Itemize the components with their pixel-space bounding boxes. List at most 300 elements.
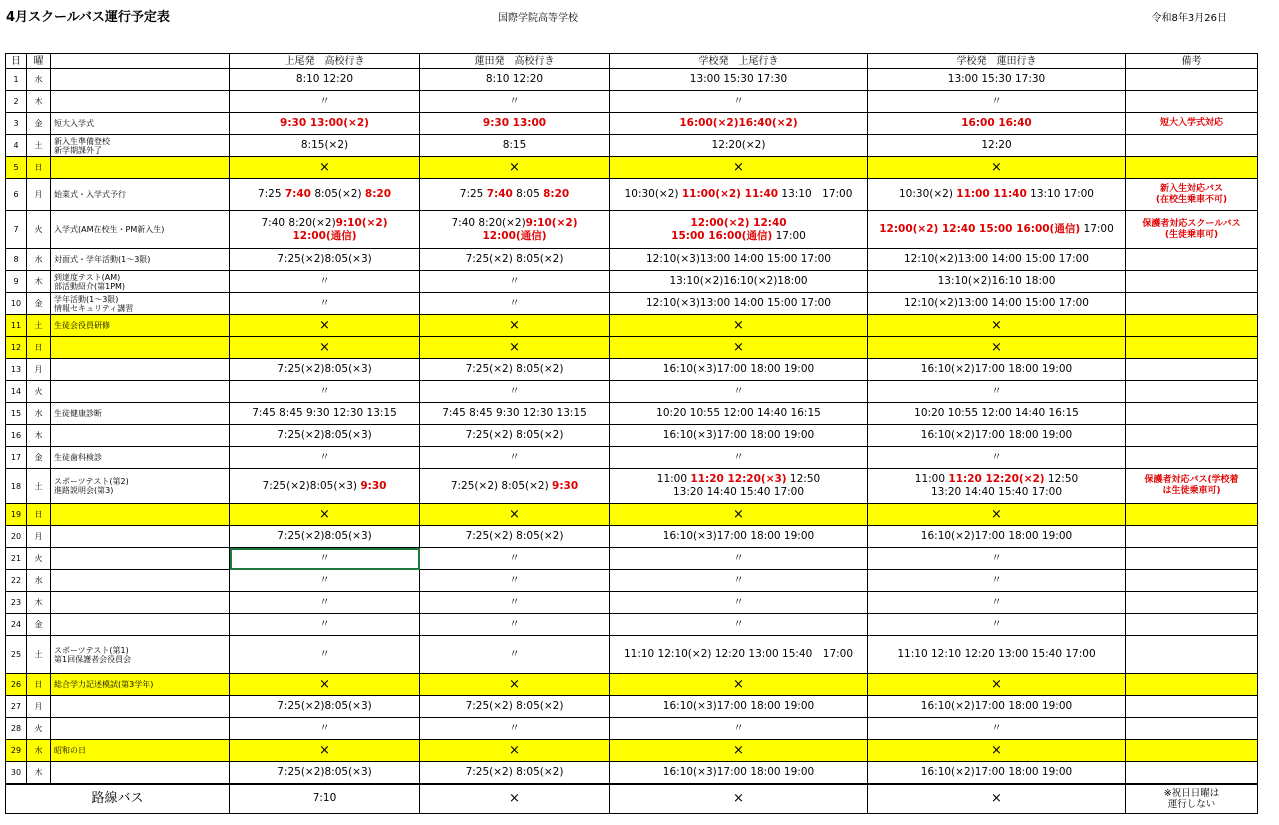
remarks-cell[interactable] xyxy=(1126,425,1258,447)
time-cell-school-to-hasuda[interactable] xyxy=(868,570,1126,592)
time-cell-ageo-to-school[interactable] xyxy=(230,425,420,447)
weekday-cell[interactable]: 木 xyxy=(27,91,51,113)
time-text: 〃 xyxy=(991,451,1002,463)
day-cell[interactable]: 17 xyxy=(6,447,27,469)
remarks-cell[interactable] xyxy=(1126,570,1258,592)
time-cell-ageo-to-school[interactable] xyxy=(230,504,420,526)
time-cell-hasuda-to-school[interactable] xyxy=(420,381,610,403)
time-text: 〃 xyxy=(733,722,744,734)
remark-line: (在校生乗車不可) xyxy=(1155,194,1228,205)
remarks-cell[interactable] xyxy=(1126,403,1258,425)
day-cell[interactable]: 24 xyxy=(6,614,27,636)
weekday-cell[interactable]: 日 xyxy=(27,157,51,179)
col-header-ageo-to-school[interactable]: 上尾発 高校行き xyxy=(230,54,420,69)
time-cell-school-to-hasuda[interactable] xyxy=(868,614,1126,636)
time-cell-ageo-to-school[interactable] xyxy=(230,381,420,403)
time-cell-school-to-hasuda[interactable] xyxy=(868,592,1126,614)
event-cell[interactable] xyxy=(51,526,230,548)
weekday-cell[interactable]: 金 xyxy=(27,614,51,636)
day-cell[interactable]: 11 xyxy=(6,315,27,337)
day-cell[interactable]: 2 xyxy=(6,91,27,113)
day-cell[interactable]: 7 xyxy=(6,211,27,249)
event-cell[interactable] xyxy=(51,636,230,674)
time-cell-school-to-hasuda[interactable] xyxy=(868,762,1126,784)
day-cell[interactable]: 9 xyxy=(6,271,27,293)
time-cell-school-to-ageo[interactable] xyxy=(610,113,868,135)
day-cell[interactable]: 27 xyxy=(6,696,27,718)
time-text: 9:30 13:00(×2) xyxy=(280,117,369,129)
time-cell-school-to-hasuda[interactable] xyxy=(868,636,1126,674)
event-cell[interactable] xyxy=(51,614,230,636)
time-cell-ageo-to-school[interactable] xyxy=(230,636,420,674)
time-text: 〃 xyxy=(319,552,330,564)
day-cell[interactable]: 28 xyxy=(6,718,27,740)
time-cell-hasuda-to-school[interactable] xyxy=(420,113,610,135)
remarks-cell[interactable] xyxy=(1126,91,1258,113)
remarks-cell[interactable] xyxy=(1126,69,1258,91)
event-cell[interactable] xyxy=(51,548,230,570)
bus-schedule-table xyxy=(5,53,1258,814)
time-cell-hasuda-to-school[interactable] xyxy=(420,179,610,211)
time-cell-ageo-to-school[interactable] xyxy=(230,249,420,271)
time-cell-school-to-ageo[interactable] xyxy=(610,157,868,179)
day-cell[interactable]: 15 xyxy=(6,403,27,425)
time-cell-school-to-ageo[interactable] xyxy=(610,469,868,504)
time-cell-hasuda-to-school[interactable] xyxy=(420,696,610,718)
time-cell-hasuda-to-school[interactable] xyxy=(420,504,610,526)
remarks-cell[interactable] xyxy=(1126,359,1258,381)
time-text: 〃 xyxy=(319,385,330,397)
time-cell-school-to-hasuda[interactable] xyxy=(868,157,1126,179)
time-cell-hasuda-to-school[interactable] xyxy=(420,157,610,179)
time-text: 8:10 12:20 xyxy=(295,73,354,85)
time-cell-school-to-ageo[interactable] xyxy=(610,69,868,91)
no-service-mark: × xyxy=(991,506,1002,522)
time-cell-school-to-ageo[interactable] xyxy=(610,614,868,636)
weekday-cell[interactable]: 火 xyxy=(27,381,51,403)
time-text: 〃 xyxy=(509,574,520,586)
table-row xyxy=(6,548,1258,570)
event-cell[interactable] xyxy=(51,740,230,762)
time-cell-ageo-to-school[interactable] xyxy=(230,315,420,337)
weekday-cell[interactable]: 日 xyxy=(27,674,51,696)
time-cell-school-to-hasuda[interactable] xyxy=(868,249,1126,271)
time-cell-school-to-ageo[interactable] xyxy=(610,381,868,403)
time-cell-hasuda-to-school[interactable] xyxy=(420,674,610,696)
time-cell-hasuda-to-school[interactable] xyxy=(420,447,610,469)
day-cell[interactable]: 19 xyxy=(6,504,27,526)
time-text: 7:25(×2) 8:05(×2) xyxy=(465,530,564,542)
time-cell-hasuda-to-school[interactable] xyxy=(420,359,610,381)
day-cell[interactable]: 22 xyxy=(6,570,27,592)
time-cell-ageo-to-school[interactable] xyxy=(230,548,420,570)
day-cell[interactable]: 4 xyxy=(6,135,27,157)
event-cell[interactable] xyxy=(51,381,230,403)
time-cell-school-to-hasuda[interactable] xyxy=(868,425,1126,447)
remarks-cell[interactable] xyxy=(1126,315,1258,337)
weekday-cell[interactable]: 木 xyxy=(27,592,51,614)
event-cell[interactable] xyxy=(51,718,230,740)
remarks-cell[interactable] xyxy=(1126,381,1258,403)
day-cell[interactable]: 8 xyxy=(6,249,27,271)
col-header-remarks[interactable]: 備考 xyxy=(1126,54,1258,69)
time-cell-school-to-ageo[interactable] xyxy=(610,636,868,674)
time-cell-school-to-hasuda[interactable] xyxy=(868,135,1126,157)
route-bus-school-hasuda[interactable]: × xyxy=(868,784,1126,814)
time-cell-school-to-ageo[interactable] xyxy=(610,504,868,526)
day-cell[interactable]: 23 xyxy=(6,592,27,614)
time-text: 16:10(×2)17:00 18:00 19:00 xyxy=(920,700,1073,712)
time-cell-school-to-hasuda[interactable] xyxy=(868,447,1126,469)
time-cell-ageo-to-school[interactable] xyxy=(230,614,420,636)
remarks-cell[interactable] xyxy=(1126,504,1258,526)
weekday-cell[interactable]: 木 xyxy=(27,271,51,293)
day-cell[interactable]: 5 xyxy=(6,157,27,179)
time-cell-ageo-to-school[interactable] xyxy=(230,91,420,113)
remarks-cell[interactable] xyxy=(1126,636,1258,674)
route-bus-school-ageo[interactable]: × xyxy=(610,784,868,814)
event-cell[interactable] xyxy=(51,447,230,469)
time-cell-school-to-hasuda[interactable] xyxy=(868,381,1126,403)
event-cell[interactable] xyxy=(51,504,230,526)
time-cell-hasuda-to-school[interactable] xyxy=(420,570,610,592)
weekday-cell[interactable]: 日 xyxy=(27,504,51,526)
time-text: 16:10(×3)17:00 18:00 19:00 xyxy=(662,429,815,441)
event-cell[interactable] xyxy=(51,425,230,447)
time-cell-school-to-hasuda[interactable] xyxy=(868,113,1126,135)
table-row xyxy=(6,359,1258,381)
time-cell-hasuda-to-school[interactable] xyxy=(420,548,610,570)
remarks-cell[interactable] xyxy=(1126,718,1258,740)
remark-line: 新入生対応バス xyxy=(1159,183,1223,194)
event-cell[interactable] xyxy=(51,69,230,91)
day-cell[interactable]: 29 xyxy=(6,740,27,762)
time-cell-hasuda-to-school[interactable] xyxy=(420,614,610,636)
remarks-cell[interactable] xyxy=(1126,135,1258,157)
time-cell-hasuda-to-school[interactable] xyxy=(420,425,610,447)
time-cell-ageo-to-school[interactable] xyxy=(230,293,420,315)
time-cell-school-to-hasuda[interactable] xyxy=(868,696,1126,718)
remarks-cell[interactable] xyxy=(1126,271,1258,293)
time-text: 〃 xyxy=(991,618,1002,630)
event-cell[interactable] xyxy=(51,113,230,135)
time-cell-school-to-ageo[interactable] xyxy=(610,762,868,784)
weekday-cell[interactable]: 木 xyxy=(27,762,51,784)
time-cell-school-to-hasuda[interactable] xyxy=(868,359,1126,381)
time-text: 〃 xyxy=(319,618,330,630)
time-cell-ageo-to-school[interactable] xyxy=(230,447,420,469)
time-cell-school-to-hasuda[interactable] xyxy=(868,91,1126,113)
event-cell[interactable] xyxy=(51,762,230,784)
col-header-school-to-hasuda[interactable]: 学校発 蓮田行き xyxy=(868,54,1126,69)
no-service-mark: × xyxy=(509,339,520,355)
weekday-cell[interactable]: 月 xyxy=(27,179,51,211)
remarks-cell[interactable] xyxy=(1126,249,1258,271)
no-service-mark: × xyxy=(509,159,520,175)
event-cell[interactable] xyxy=(51,337,230,359)
table-row xyxy=(6,447,1258,469)
weekday-cell[interactable]: 月 xyxy=(27,359,51,381)
time-cell-school-to-ageo[interactable] xyxy=(610,592,868,614)
weekday-cell[interactable]: 土 xyxy=(27,469,51,504)
remarks-cell[interactable] xyxy=(1126,740,1258,762)
event-cell[interactable] xyxy=(51,359,230,381)
issue-date: 令和8年3月26日 xyxy=(1151,13,1227,24)
event-cell[interactable] xyxy=(51,293,230,315)
day-cell[interactable]: 30 xyxy=(6,762,27,784)
weekday-cell[interactable]: 木 xyxy=(27,425,51,447)
time-cell-hasuda-to-school[interactable] xyxy=(420,91,610,113)
remarks-cell[interactable] xyxy=(1126,548,1258,570)
event-cell[interactable] xyxy=(51,469,230,504)
time-cell-school-to-hasuda[interactable] xyxy=(868,504,1126,526)
time-text: 7:25(×2)8:05(×3) xyxy=(277,363,372,375)
time-cell-hasuda-to-school[interactable] xyxy=(420,211,610,249)
time-cell-school-to-hasuda[interactable] xyxy=(868,69,1126,91)
event-cell[interactable] xyxy=(51,157,230,179)
time-cell-school-to-ageo[interactable] xyxy=(610,403,868,425)
time-cell-ageo-to-school[interactable] xyxy=(230,526,420,548)
time-cell-school-to-ageo[interactable] xyxy=(610,425,868,447)
weekday-cell[interactable]: 日 xyxy=(27,337,51,359)
route-bus-hasuda[interactable]: × xyxy=(420,784,610,814)
remarks-cell[interactable] xyxy=(1126,762,1258,784)
weekday-cell[interactable]: 土 xyxy=(27,135,51,157)
time-cell-ageo-to-school[interactable] xyxy=(230,359,420,381)
remarks-cell[interactable] xyxy=(1126,696,1258,718)
event-cell[interactable] xyxy=(51,91,230,113)
time-cell-ageo-to-school[interactable] xyxy=(230,113,420,135)
time-cell-school-to-ageo[interactable] xyxy=(610,570,868,592)
event-cell[interactable] xyxy=(51,674,230,696)
day-cell[interactable]: 16 xyxy=(6,425,27,447)
weekday-cell[interactable]: 月 xyxy=(27,526,51,548)
time-cell-hasuda-to-school[interactable] xyxy=(420,718,610,740)
time-cell-school-to-ageo[interactable] xyxy=(610,91,868,113)
event-cell[interactable] xyxy=(51,696,230,718)
remarks-cell[interactable] xyxy=(1126,293,1258,315)
time-text: 〃 xyxy=(991,596,1002,608)
time-cell-hasuda-to-school[interactable] xyxy=(420,69,610,91)
remark-line: は生徒乗車可) xyxy=(1162,486,1221,496)
time-cell-hasuda-to-school[interactable] xyxy=(420,592,610,614)
time-cell-ageo-to-school[interactable] xyxy=(230,179,420,211)
event-cell[interactable] xyxy=(51,271,230,293)
remarks-cell[interactable] xyxy=(1126,614,1258,636)
day-cell[interactable]: 18 xyxy=(6,469,27,504)
time-cell-hasuda-to-school[interactable] xyxy=(420,403,610,425)
time-cell-hasuda-to-school[interactable] xyxy=(420,135,610,157)
time-text: 11:00 xyxy=(656,473,691,485)
weekday-cell[interactable]: 金 xyxy=(27,113,51,135)
weekday-cell[interactable]: 水 xyxy=(27,740,51,762)
col-header-school-to-ageo[interactable]: 学校発 上尾行き xyxy=(610,54,868,69)
time-text: 7:25(×2) 8:05(×2) xyxy=(465,363,564,375)
table-row xyxy=(6,762,1258,784)
time-cell-school-to-ageo[interactable] xyxy=(610,293,868,315)
no-service-mark: × xyxy=(991,159,1002,175)
route-bus-ageo[interactable]: 7:10 xyxy=(230,784,420,814)
time-text: 7:25(×2) 8:05(×2) xyxy=(450,479,553,492)
remarks-cell[interactable] xyxy=(1126,526,1258,548)
weekday-cell[interactable]: 金 xyxy=(27,293,51,315)
time-cell-ageo-to-school[interactable] xyxy=(230,592,420,614)
day-cell[interactable]: 12 xyxy=(6,337,27,359)
remarks-cell[interactable] xyxy=(1126,113,1258,135)
remarks-cell[interactable] xyxy=(1126,447,1258,469)
time-cell-school-to-hasuda[interactable] xyxy=(868,179,1126,211)
weekday-cell[interactable]: 金 xyxy=(27,447,51,469)
day-cell[interactable]: 20 xyxy=(6,526,27,548)
time-cell-school-to-hasuda[interactable] xyxy=(868,469,1126,504)
time-cell-hasuda-to-school[interactable] xyxy=(420,271,610,293)
time-cell-school-to-hasuda[interactable] xyxy=(868,271,1126,293)
time-cell-school-to-ageo[interactable] xyxy=(610,211,868,249)
time-cell-school-to-hasuda[interactable] xyxy=(868,674,1126,696)
time-cell-ageo-to-school[interactable] xyxy=(230,469,420,504)
weekday-cell[interactable]: 水 xyxy=(27,403,51,425)
time-cell-ageo-to-school[interactable] xyxy=(230,337,420,359)
weekday-cell[interactable]: 土 xyxy=(27,636,51,674)
time-cell-ageo-to-school[interactable] xyxy=(230,570,420,592)
time-cell-ageo-to-school[interactable] xyxy=(230,69,420,91)
time-text: 12:50 xyxy=(1044,473,1079,485)
col-header-day[interactable]: 日 xyxy=(6,54,27,69)
time-cell-school-to-ageo[interactable] xyxy=(610,359,868,381)
route-bus-note[interactable] xyxy=(1126,784,1258,814)
time-cell-school-to-ageo[interactable] xyxy=(610,135,868,157)
time-cell-ageo-to-school[interactable] xyxy=(230,718,420,740)
time-cell-school-to-hasuda[interactable] xyxy=(868,211,1126,249)
time-cell-school-to-hasuda[interactable] xyxy=(868,337,1126,359)
time-cell-school-to-ageo[interactable] xyxy=(610,315,868,337)
col-header-hasuda-to-school[interactable]: 蓮田発 高校行き xyxy=(420,54,610,69)
route-bus-label[interactable]: 路線バス xyxy=(6,784,230,814)
weekday-cell[interactable]: 火 xyxy=(27,718,51,740)
time-cell-hasuda-to-school[interactable] xyxy=(420,249,610,271)
no-service-mark: × xyxy=(509,506,520,522)
time-cell-ageo-to-school[interactable] xyxy=(230,696,420,718)
col-header-weekday[interactable]: 曜 xyxy=(27,54,51,69)
time-cell-ageo-to-school[interactable] xyxy=(230,271,420,293)
time-cell-ageo-to-school[interactable] xyxy=(230,211,420,249)
time-cell-school-to-ageo[interactable] xyxy=(610,271,868,293)
time-cell-school-to-ageo[interactable] xyxy=(610,526,868,548)
weekday-cell[interactable]: 水 xyxy=(27,570,51,592)
event-cell[interactable] xyxy=(51,211,230,249)
event-cell[interactable] xyxy=(51,249,230,271)
day-cell[interactable]: 26 xyxy=(6,674,27,696)
time-cell-school-to-hasuda[interactable] xyxy=(868,526,1126,548)
day-cell[interactable]: 25 xyxy=(6,636,27,674)
no-service-mark: × xyxy=(509,317,520,333)
time-cell-hasuda-to-school[interactable] xyxy=(420,526,610,548)
time-text: 7:25(×2)8:05(×3) xyxy=(277,429,372,441)
time-cell-ageo-to-school[interactable] xyxy=(230,762,420,784)
remarks-cell[interactable] xyxy=(1126,179,1258,211)
time-cell-school-to-ageo[interactable] xyxy=(610,337,868,359)
time-cell-hasuda-to-school[interactable] xyxy=(420,469,610,504)
time-cell-hasuda-to-school[interactable] xyxy=(420,293,610,315)
time-cell-hasuda-to-school[interactable] xyxy=(420,740,610,762)
weekday-cell[interactable]: 火 xyxy=(27,548,51,570)
table-row xyxy=(6,91,1258,113)
time-cell-school-to-ageo[interactable] xyxy=(610,249,868,271)
no-service-mark: × xyxy=(509,742,520,758)
time-cell-ageo-to-school[interactable] xyxy=(230,740,420,762)
remarks-cell[interactable] xyxy=(1126,211,1258,249)
event-cell[interactable] xyxy=(51,592,230,614)
time-cell-ageo-to-school[interactable] xyxy=(230,403,420,425)
time-text: 7:25 xyxy=(459,188,487,200)
time-cell-hasuda-to-school[interactable] xyxy=(420,636,610,674)
weekday-cell[interactable]: 水 xyxy=(27,249,51,271)
time-cell-hasuda-to-school[interactable] xyxy=(420,337,610,359)
time-cell-school-to-hasuda[interactable] xyxy=(868,740,1126,762)
time-text: 12:00(×2) 12:40 15:00 16:00(通信) xyxy=(879,223,1081,235)
time-cell-school-to-ageo[interactable] xyxy=(610,179,868,211)
day-cell[interactable]: 21 xyxy=(6,548,27,570)
day-cell[interactable]: 6 xyxy=(6,179,27,211)
remarks-cell[interactable] xyxy=(1126,337,1258,359)
weekday-cell[interactable]: 月 xyxy=(27,696,51,718)
time-text: 12:00(通信) xyxy=(292,229,357,242)
event-cell[interactable] xyxy=(51,179,230,211)
no-service-mark: × xyxy=(991,742,1002,758)
time-text: 7:25(×2) 8:05(×2) xyxy=(465,700,564,712)
event-cell[interactable] xyxy=(51,315,230,337)
time-cell-school-to-hasuda[interactable] xyxy=(868,315,1126,337)
time-cell-ageo-to-school[interactable] xyxy=(230,135,420,157)
remarks-cell[interactable] xyxy=(1126,674,1258,696)
time-cell-school-to-ageo[interactable] xyxy=(610,447,868,469)
time-cell-school-to-hasuda[interactable] xyxy=(868,718,1126,740)
time-cell-school-to-ageo[interactable] xyxy=(610,740,868,762)
time-cell-school-to-ageo[interactable] xyxy=(610,696,868,718)
remarks-cell[interactable] xyxy=(1126,592,1258,614)
time-cell-ageo-to-school[interactable] xyxy=(230,157,420,179)
time-cell-ageo-to-school[interactable] xyxy=(230,674,420,696)
weekday-cell[interactable]: 水 xyxy=(27,69,51,91)
time-cell-hasuda-to-school[interactable] xyxy=(420,315,610,337)
time-cell-school-to-ageo[interactable] xyxy=(610,674,868,696)
event-cell[interactable] xyxy=(51,135,230,157)
time-cell-school-to-ageo[interactable] xyxy=(610,718,868,740)
time-cell-hasuda-to-school[interactable] xyxy=(420,762,610,784)
time-cell-school-to-hasuda[interactable] xyxy=(868,548,1126,570)
day-cell[interactable]: 1 xyxy=(6,69,27,91)
time-cell-school-to-ageo[interactable] xyxy=(610,548,868,570)
time-cell-school-to-hasuda[interactable] xyxy=(868,403,1126,425)
event-cell[interactable] xyxy=(51,403,230,425)
event-cell[interactable] xyxy=(51,570,230,592)
weekday-cell[interactable]: 土 xyxy=(27,315,51,337)
time-text: 17:00 xyxy=(1080,223,1114,235)
col-header-event[interactable] xyxy=(51,54,230,69)
remarks-cell[interactable] xyxy=(1126,469,1258,504)
weekday-cell[interactable]: 火 xyxy=(27,211,51,249)
time-cell-school-to-hasuda[interactable] xyxy=(868,293,1126,315)
day-cell[interactable]: 13 xyxy=(6,359,27,381)
table-row xyxy=(6,674,1258,696)
remarks-cell[interactable] xyxy=(1126,157,1258,179)
day-cell[interactable]: 3 xyxy=(6,113,27,135)
time-text: 〃 xyxy=(733,451,744,463)
time-text: 7:25 xyxy=(257,188,285,200)
day-cell[interactable]: 14 xyxy=(6,381,27,403)
day-cell[interactable]: 10 xyxy=(6,293,27,315)
time-text: 9:10(×2) xyxy=(525,216,578,229)
